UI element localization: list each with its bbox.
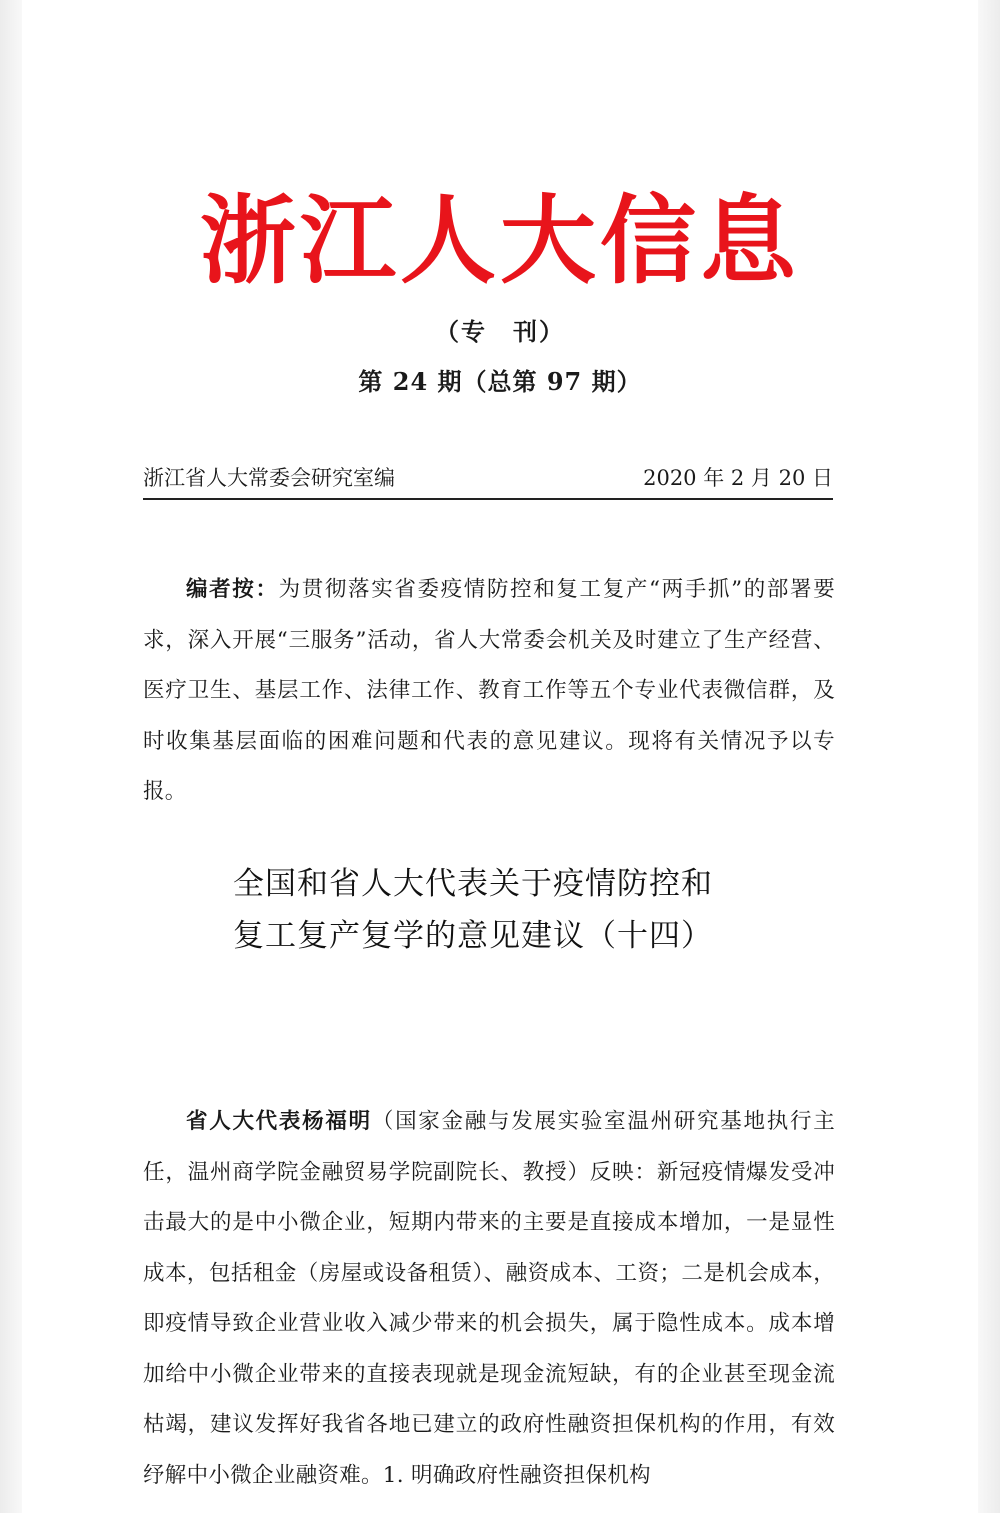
page-edge-left [0,0,22,1513]
editor-line [143,462,833,500]
editor-name: 浙江省人大常委会研究室编 [143,466,395,490]
article-title [233,858,713,962]
masthead-title: 浙江人大信息 [200,185,800,297]
page-edge-right [978,0,1000,1513]
article-title-line-2: 复工复产复学的意见建议（十四） [233,918,713,954]
issue-type: （专 刊） [435,317,565,346]
article-title-line-1: 全国和省人大代表关于疫情防控和 [233,866,713,902]
issue-date: 2020 年 2 月 20 日 [643,466,833,490]
issue-number: 第 24 期（总第 97 期） [358,367,642,396]
article-body-text: （国家金融与发展实验室温州研究基地执行主任，温州商学院金融贸易学院副院长、教授）反映：新冠疫情爆发受冲击最大的是中小微企业，短期内带来的主要是直接成本增加，一是显性成本，包括租金（房屋或设备租赁）、融资成本、工资；二是机会成本，即疫情导致企业营业收入减少带来的机会损失，属于隐性成本。成本增加给中小微企业带来的直接表现就是现金流短缺，有的企业甚至现金流枯竭，建议发挥好我省各地已建立的政府性融资担保机构的作用，有效纾解中小微企业融资难。1. 明确政府性融资担保机构 [143,1109,835,1488]
editor-note-text: 为贯彻落实省委疫情防控和复工复产“两手抓”的部署要求，深入开展“三服务”活动，省人大常委会机关及时建立了生产经营、医疗卫生、基层工作、法律工作、教育工作等五个专业代表微信群，及时收集基层面临的困难问题和代表的意见建议。现将有关情况予以专报。 [143,577,835,804]
editor-note [143,565,835,818]
editor-note-lead: 编者按： [186,577,279,602]
article-body-lead: 省人大代表杨福明 [186,1109,372,1134]
article-body [143,1097,835,1501]
